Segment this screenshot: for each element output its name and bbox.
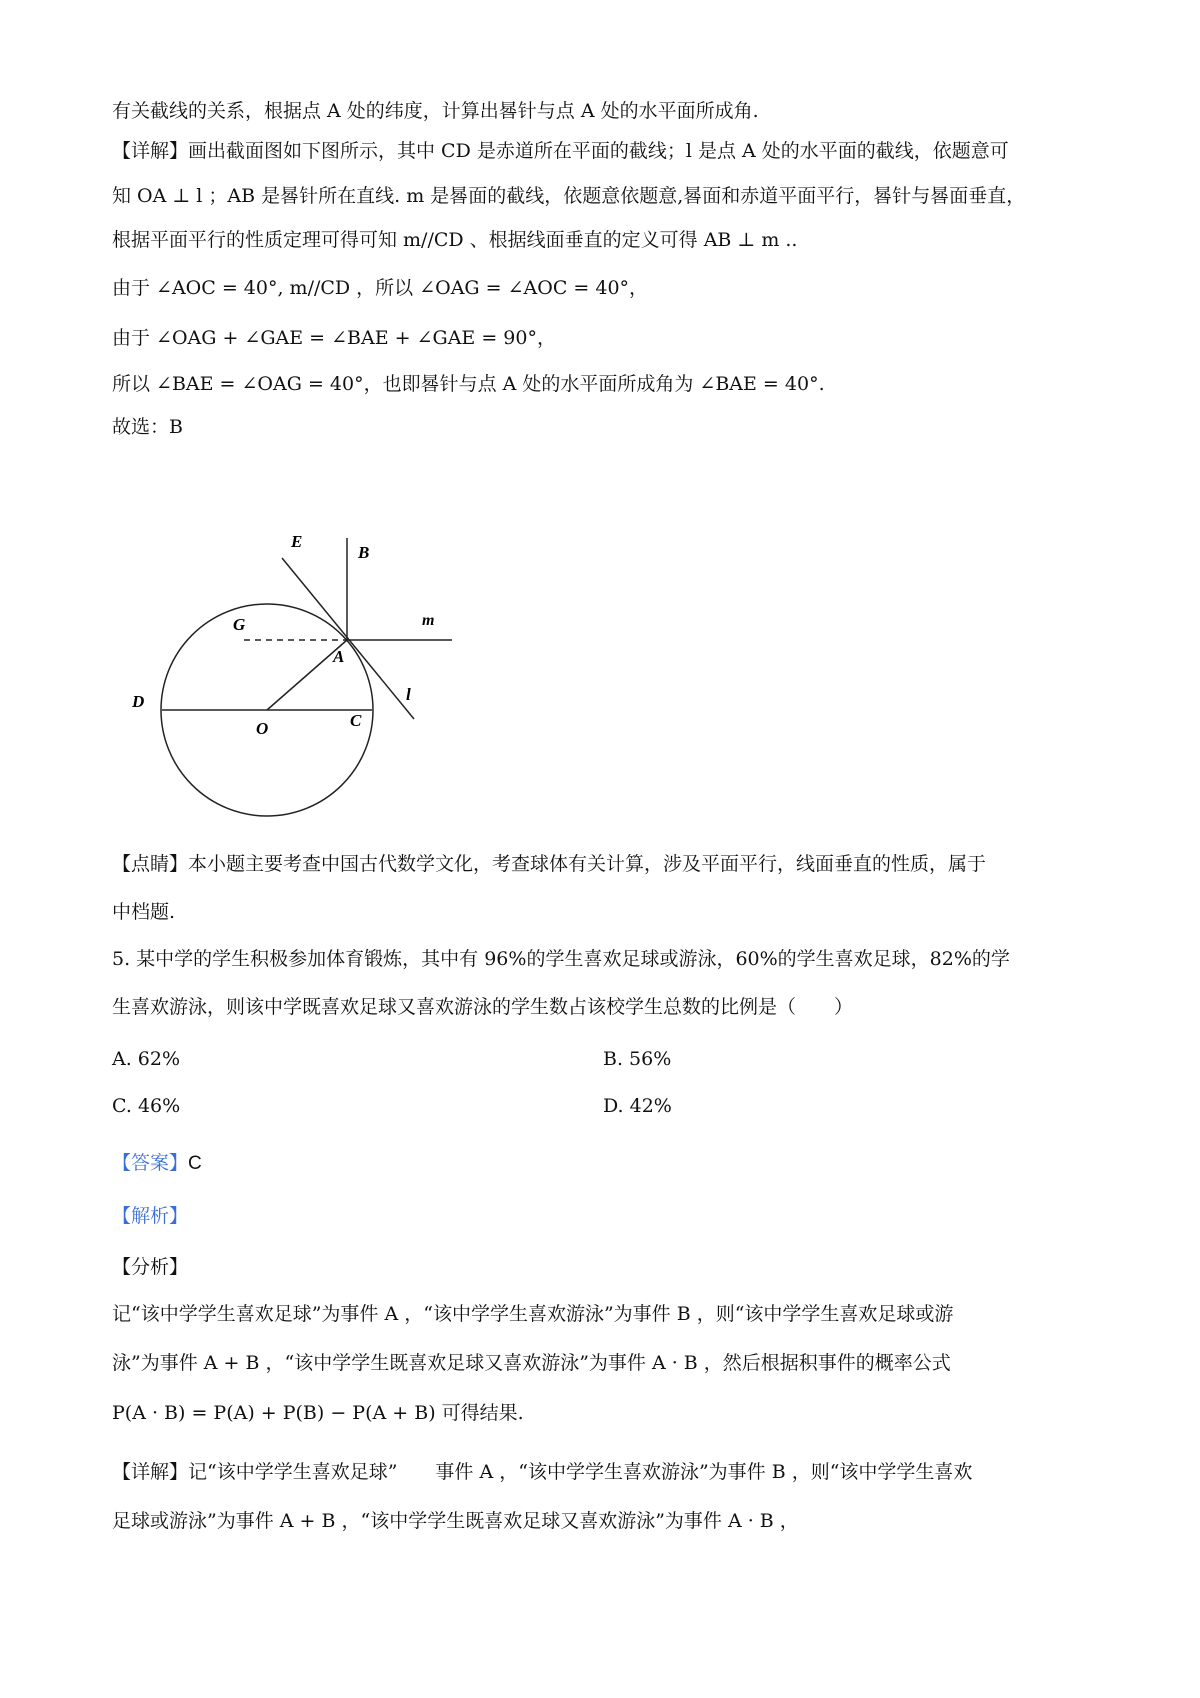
line-l-EA <box>282 558 414 719</box>
label-G: G <box>233 615 246 634</box>
dianjing-line: 中档题. <box>112 901 176 923</box>
label-B: B <box>358 543 370 562</box>
analysis-tag: 【解析】 <box>112 1205 189 1227</box>
dianjing-line: 【点睛】本小题主要考查中国古代数学文化，考查球体有关计算，涉及平面平行，线面垂直的性质，属于 <box>112 853 987 875</box>
label-m: m <box>422 612 435 629</box>
text-line: 由于 ∠AOC = 40°, m//CD ，所以 ∠OAG = ∠AOC = 40°， <box>112 277 649 299</box>
fenxi-line: 【分析】 <box>112 1256 189 1278</box>
question-stem: 生喜欢游泳，则该中学既喜欢足球又喜欢游泳的学生数占该校学生总数的比例是（ ） <box>112 996 854 1018</box>
option-d: D. 42% <box>603 1095 672 1117</box>
answer-line <box>112 1149 202 1178</box>
option-a: A. 62% <box>112 1048 181 1070</box>
option-b: B. 56% <box>603 1048 672 1070</box>
answer-tag: 【答案】 <box>112 1152 189 1174</box>
text-line: 根据平面平行的性质定理可得可知 m//CD 、根据线面垂直的定义可得 AB ⊥ m .. <box>112 229 798 251</box>
text-line: 知 OA ⊥ l ；AB 是晷针所在直线. m 是晷面的截线，依题意依题意,晷面和赤道平面平行，晷针与晷面垂直， <box>112 185 1026 207</box>
label-l: l <box>406 685 411 704</box>
option-c: C. 46% <box>112 1095 181 1117</box>
label-A: A <box>333 647 345 666</box>
fenxi-line: 记“该中学学生喜欢足球”为事件 A ，“该中学学生喜欢游泳”为事件 B ，则“该中学学生喜欢足球或游 <box>112 1303 954 1325</box>
label-D: D <box>132 692 145 711</box>
text-line: 有关截线的关系，根据点 A 处的纬度，计算出晷针与点 A 处的水平面所成角. <box>112 100 759 122</box>
fenxi-line: 泳”为事件 A + B ，“该中学学生既喜欢足球又喜欢游泳”为事件 A · B ，然后根据积事件的概率公式 <box>112 1352 951 1374</box>
label-E: E <box>291 532 303 551</box>
text-line: 故选：B <box>112 416 183 438</box>
question-stem: 5. 某中学的学生积极参加体育锻炼，其中有 96%的学生喜欢足球或游泳，60%的学生喜欢足球，82%的学 <box>112 948 1010 970</box>
xiangjie-line: 足球或游泳”为事件 A + B ，“该中学学生既喜欢足球又喜欢游泳”为事件 A · B ， <box>112 1510 799 1532</box>
text-line: 【详解】画出截面图如下图所示，其中 CD 是赤道所在平面的截线；l 是点 A 处的水平面的截线，依题意可 <box>112 140 1009 162</box>
text-line: 由于 ∠OAG + ∠GAE = ∠BAE + ∠GAE = 90°， <box>112 327 556 349</box>
label-O: O <box>256 719 269 738</box>
text-line: 所以 ∠BAE = ∠OAG = 40°，也即晷针与点 A 处的水平面所成角为 ∠BAE = 40°. <box>112 373 825 395</box>
answer-value: C <box>188 1153 202 1174</box>
fenxi-line: P(A · B) = P(A) + P(B) − P(A + B) 可得结果. <box>112 1402 524 1424</box>
xiangjie-line: 【详解】记“该中学学生喜欢足球” 事件 A ，“该中学学生喜欢游泳”为事件 B ，则“该中学学生喜欢 <box>112 1461 973 1483</box>
label-C: C <box>350 711 362 730</box>
